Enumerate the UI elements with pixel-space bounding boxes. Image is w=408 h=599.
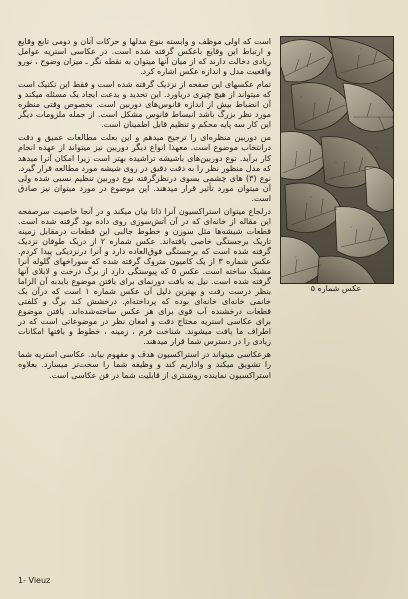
article-paragraph: است که اولی موظف و وابسته بنوع مدلها و حرکات آنان و دومی تابع وقایع و ارتباط این وقایع باعکس گرفته شده است. در عکاسی استریه عوامل زیادی دخالت دارند که از میان آنها میتوان به نقطه نگر ـ میزان وضوح ، نورو واقعیت مدل و اندازه عکس اشاره کرد. (18, 36, 271, 77)
article-paragraph: تمام عکسهای این صفحه از نزدیک گرفته شده است و فقط این تکنیک است که میتواند از هیچ چیزی دریاورد. این تحدید و بدعت ایجاد یک مسئله میکند و آن انضباط بیش از اندازه فانوس‌های دوربین است. بخصوص وقتی منظره مورد نظر بزرگ باشد انبساط فانوس مشکل است. از جمله ملزومات دیگر این کار سه پایه محکم و تنظیم قابل اطمینان است. (18, 79, 271, 130)
article-paragraph: هرعکاسی میتواند در استراکسیون هدف و مفهوم بیابد. عکاسی استریه شما را تشویق میکند و واداریم کند و وظیفه شما را سخت‌تر میسازد. بعلاوه استراکسیون نماینده روشنتری از قابلیت شما در فن عکاسی است. (18, 349, 271, 380)
article-body (18, 36, 271, 549)
page-number: 1- Vieuz (18, 576, 51, 585)
article-paragraph: درلجاع میتوان استراکسیون آنرا ذاتا بیان میکند و در آنجا خاصیت سرصفحه این مقاله از خانه‌ای که در آن آتش‌سوزی روی داده بود گرفته شده است. قطعات شیشه‌ها مثل سوزن و خطوط جالبی این قطعات درمقابل زمینه تاریک برجستگی خاصی یافته‌اند. عکس شماره ۲ از دریک طوفان نزدیک گرفته شده است که برجستگی فوق‌العاده دارد و آنرا درنزدیکی پیدا کردم. عکس شماره ۳ از یک کامیون متروک گرفته شده که سوراخهای گلوله آنرا مشبک ساخته است. عکس ۵ که پیوستگی دارد از برگ درخت و لابلای آنها گرفته شده است. نیل به بافت دورنمای برای یافتن موضوع بایدبه آن الزاما بنظر درست رفت و بهترین دلیل آن عکس شماره ۱ است که درآن یک خانمی خانه‌ای خانه‌ای بوده که پرداخته‌ام. درخشش کند برگ و کلفتی قطعات درخشنده آب قوی برای هر عکس ساخته‌شده‌اند. یافتن موضوع برای عکاسی استریه محتاج دقت و امعان نظر در موضوعاتی است که در اطراف ما یافت میشوند. شناخت فرم ، زمینه ، خطوط و بافتها امکانات زیادی را در دسترس شما قرار میدهند. (18, 205, 271, 347)
photo-caption: عکس شماره ۵ (310, 284, 362, 293)
leaves-photo (280, 36, 394, 284)
leaves-photo-image (281, 37, 393, 283)
article-paragraph: من دوربین منظره‌ای را ترجیح میدهم و این بعلت مطالعات عمیق و دقت درانتخاب موضوع است. معهذا انواع دیگر دوربین نیز میتواند از عهده انجام کار برآید. نوع دوربین‌های باشیشه تراشیده بهتر است زیرا امکان آنرا میدهد که مدل منظور نظر را به دقت دقیق در روی شیشه مورد مطالعه قرار گیرد. نوع (۳) های چشمی بسوی درنظرگرفته نوع دوربین تنظیم نسبی شده ولی آن میتوان مورد تأثیر قرار میدهند. این موضوع در مورد میتوان نیز صادق است. (18, 132, 271, 203)
